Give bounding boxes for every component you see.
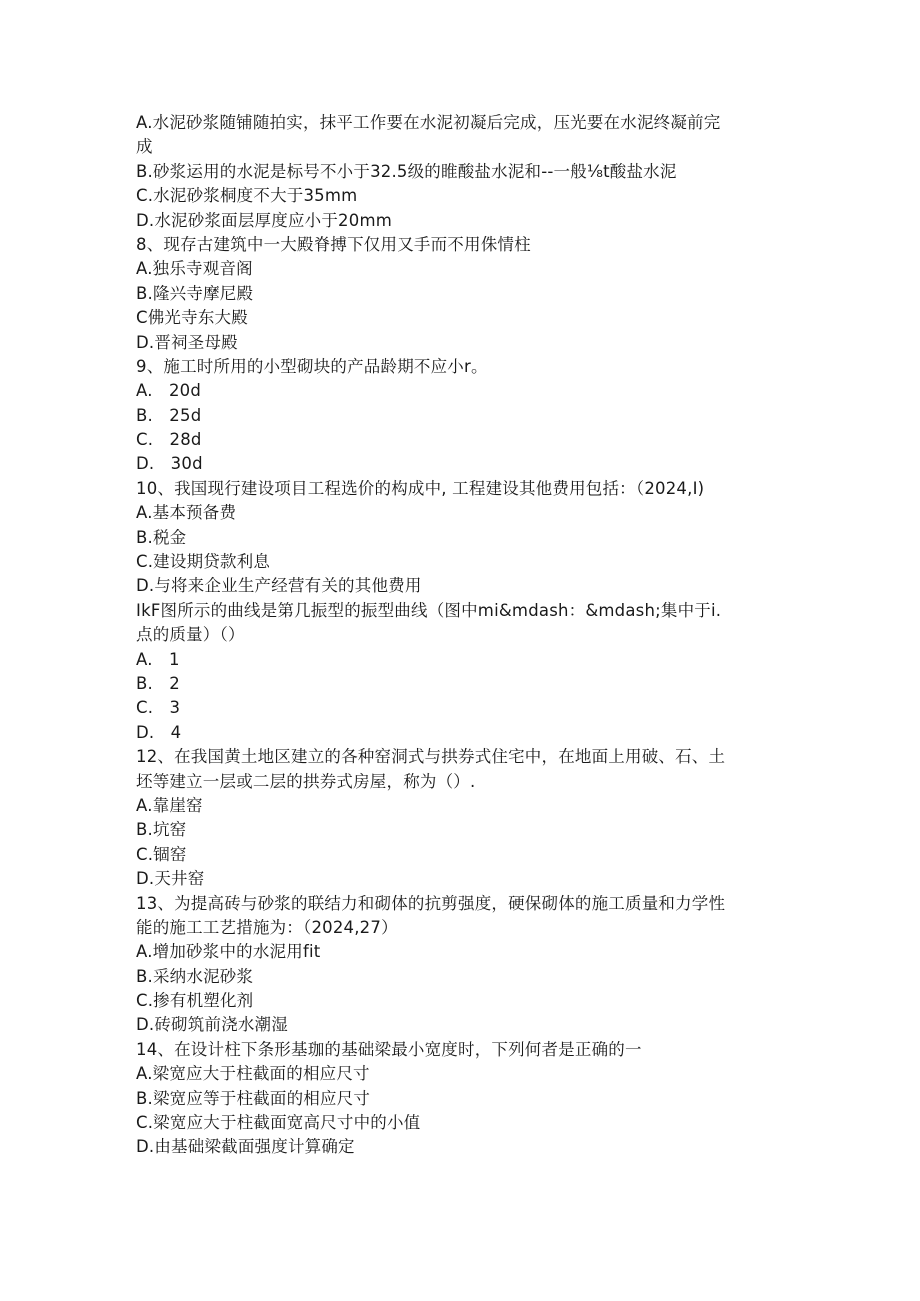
- option-a: A.独乐寺观音阁: [136, 259, 253, 279]
- option-d: D.晋祠圣母殿: [136, 332, 238, 352]
- option-a: A.增加砂浆中的水泥用fit: [136, 942, 321, 962]
- question-14: 14、在设计柱下条形基珈的基础梁最小宽度时，下列何者是正确的一: [136, 1039, 642, 1059]
- option-d: D. 30d: [136, 454, 203, 474]
- option-c: C.梁宽应大于柱截面宽高尺寸中的小值: [136, 1113, 421, 1133]
- text-line: 能的施工工艺措施为：（2024,27）: [136, 917, 398, 937]
- text-line: B.砂浆运用的水泥是标号不小于32.5级的睢酸盐水泥和--一般⅛t酸盐水泥: [136, 161, 677, 181]
- option-a: A.靠崖窑: [136, 795, 203, 815]
- option-b: B.采纳水泥砂浆: [136, 966, 254, 986]
- question-11: IkF图所示的曲线是第几振型的振型曲线（图中mi&mdash：&mdash;集中于i.: [136, 600, 722, 620]
- option-b: B.税金: [136, 527, 187, 547]
- option-d: D.由基础梁截面强度计算确定: [136, 1137, 355, 1157]
- option-d: D.与将来企业生产经营有关的其他费用: [136, 576, 422, 596]
- question-8: 8、现存古建筑中一大殿脊搏下仅用又手而不用侏情柱: [136, 234, 531, 254]
- text-line: A.水泥砂浆随铺随拍实，抹平工作要在水泥初凝后完成，压光要在水泥终凝前完: [136, 113, 721, 132]
- document-body: [136, 111, 796, 1160]
- option-b: B.坑窑: [136, 820, 187, 840]
- option-a: A. 20d: [136, 381, 202, 401]
- option-c: C佛光寺东大殿: [136, 308, 248, 328]
- option-c: C. 3: [136, 698, 181, 718]
- question-13: 13、为提高砖与砂浆的联结力和砌体的抗剪强度，硬保砌体的施工质量和力学性: [136, 893, 726, 913]
- option-c: C.建设期贷款利息: [136, 552, 271, 572]
- option-a: A.基本预备费: [136, 503, 237, 523]
- option-c: C.锢窑: [136, 844, 187, 864]
- option-d: D. 4: [136, 722, 182, 742]
- question-12: 12、在我国黄土地区建立的各种窑洞式与拱券式住宅中，在地面上用破、石、土: [136, 747, 726, 767]
- option-c: C.掺有机塑化剂: [136, 991, 254, 1011]
- text-line: C.水泥砂浆桐度不大于35mm: [136, 186, 358, 206]
- option-a: A.梁宽应大于柱截面的相应尺寸: [136, 1064, 370, 1084]
- option-b: B.梁宽应等于柱截面的相应尺寸: [136, 1088, 371, 1108]
- option-b: B. 25d: [136, 405, 202, 425]
- option-a: A. 1: [136, 649, 180, 669]
- option-d: D.天井窑: [136, 869, 205, 889]
- option-d: D.砖砌筑前浇水潮湿: [136, 1015, 288, 1035]
- option-b: B.隆兴寺摩尼殿: [136, 283, 254, 303]
- text-line: D.水泥砂浆面层厚度应小于20mm: [136, 210, 392, 230]
- question-9: 9、施工时所用的小型砌块的产品龄期不应小r。: [136, 356, 488, 376]
- text-line: 点的质量）（）: [136, 625, 245, 645]
- option-b: B. 2: [136, 673, 180, 693]
- question-10: 10、我国现行建设项目工程选价的构成中, 工程建设其他费用包括：（2024,I): [136, 478, 705, 498]
- text-line: 坯等建立一层或二层的拱券式房屋，称为（）.: [136, 771, 476, 791]
- option-c: C. 28d: [136, 430, 202, 450]
- text-line: 成: [136, 137, 153, 157]
